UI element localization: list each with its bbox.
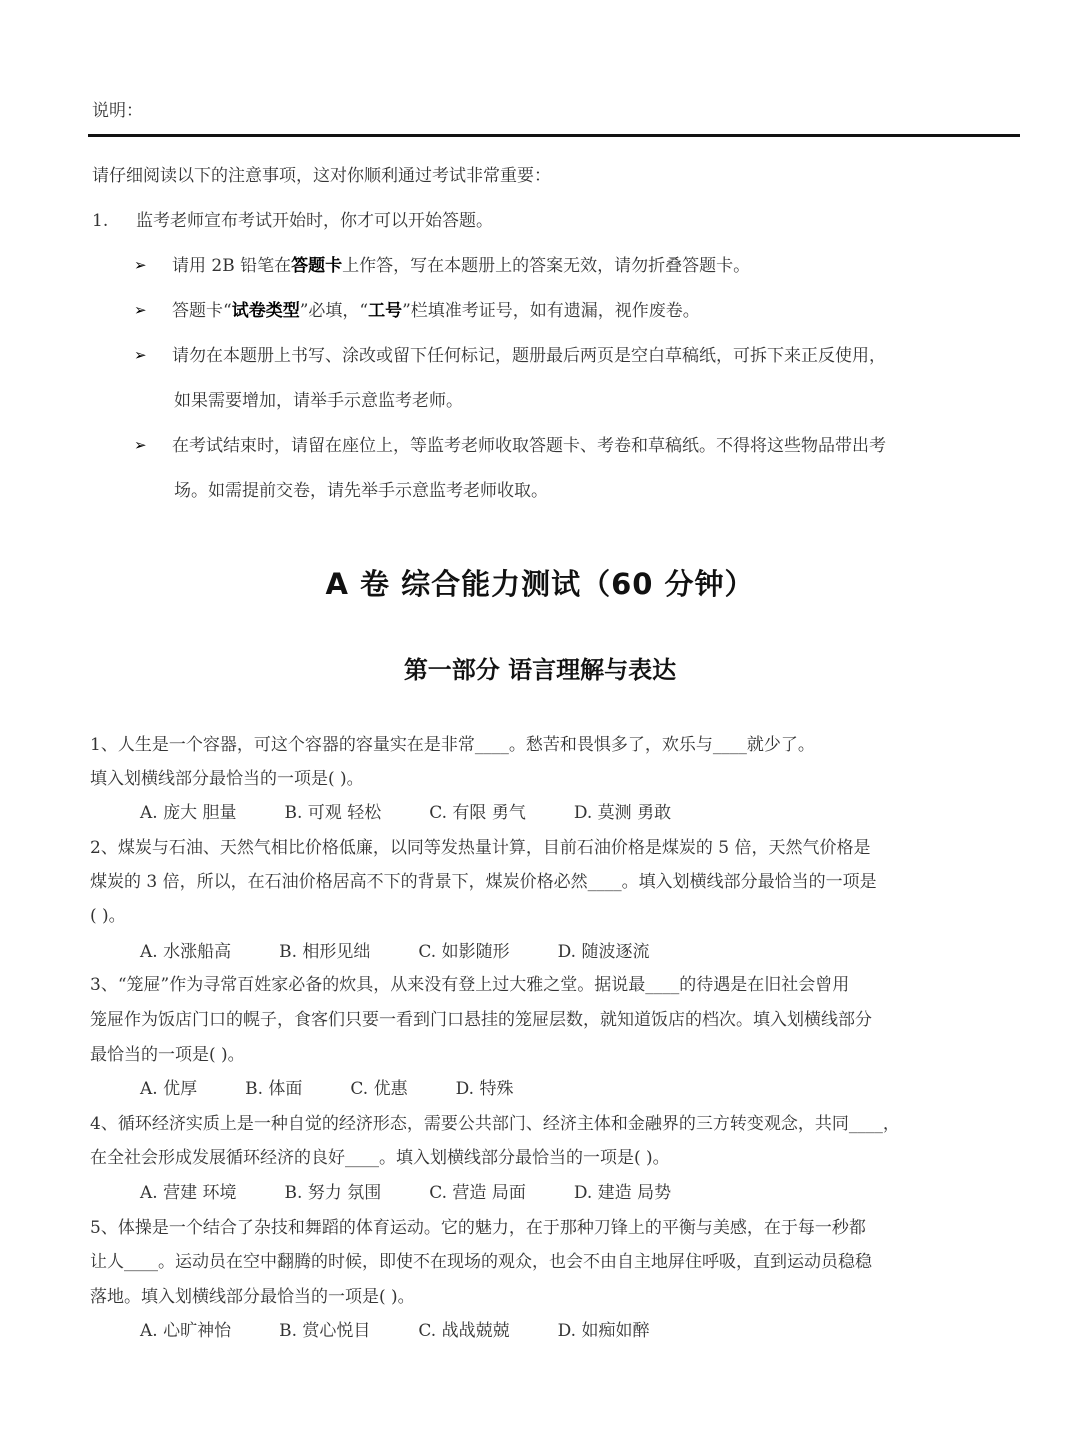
notes-label: 说明：	[92, 101, 143, 121]
item-1-text: 监考老师宣布考试开始时，你才可以开始答题。	[136, 211, 493, 231]
option-b[interactable]: B. 体面	[245, 1079, 303, 1099]
option-c[interactable]: C. 如影随形	[418, 942, 510, 962]
question-1-line-2: 填入划横线部分最恰当的一项是( )。	[90, 769, 364, 789]
bullet-arrow-icon: ➢	[134, 256, 147, 274]
instructions-intro: 请仔细阅读以下的注意事项，这对你顺利通过考试非常重要：	[92, 166, 551, 186]
question-3-line-3: 最恰当的一项是( )。	[90, 1045, 245, 1065]
option-b[interactable]: B. 相形见绌	[279, 942, 371, 962]
option-d[interactable]: D. 如痴如醉	[557, 1321, 650, 1341]
option-c[interactable]: C. 优惠	[350, 1079, 408, 1099]
option-d[interactable]: D. 建造 局势	[573, 1183, 672, 1203]
bullet-arrow-icon: ➢	[134, 436, 147, 454]
question-2-line-2: 煤炭的 3 倍，所以，在石油价格居高不下的背景下，煤炭价格必然____。填入划横线部分最恰当的一项是	[90, 872, 877, 892]
question-2-line-3: ( )。	[90, 906, 126, 926]
item-1-number: 1.	[92, 211, 109, 231]
option-a[interactable]: A. 营建 环境	[140, 1183, 237, 1203]
option-b[interactable]: B. 努力 氛围	[284, 1183, 382, 1203]
question-1-line-1: 1、人生是一个容器，可这个容器的容量实在是非常____。愁苦和畏惧多了，欢乐与____就少了。	[90, 735, 815, 755]
question-1-options	[140, 798, 719, 823]
question-5-line-2: 让人____。运动员在空中翻腾的时候，即使不在现场的观众，也会不由自主地屏住呼吸，直到运动员稳稳	[90, 1252, 872, 1272]
question-4-line-1: 4、循环经济实质上是一种自觉的经济形态，需要公共部门、经济主体和金融界的三方转变观念，共同____，	[90, 1114, 900, 1134]
bullet-4-line-1: 在考试结束时，请留在座位上，等监考老师收取答题卡、考卷和草稿纸。不得将这些物品带出考	[172, 436, 886, 456]
option-c[interactable]: C. 有限 勇气	[429, 803, 526, 823]
option-c[interactable]: C. 战战兢兢	[418, 1321, 510, 1341]
bullet-3-line-2: 如果需要增加，请举手示意监考老师。	[174, 391, 463, 411]
question-5-options	[140, 1316, 697, 1341]
paper-type-term: 试卷类型	[231, 301, 300, 321]
option-d[interactable]: D. 随波逐流	[557, 942, 650, 962]
option-b[interactable]: B. 赏心悦目	[279, 1321, 371, 1341]
option-a[interactable]: A. 心旷神怡	[140, 1321, 232, 1341]
bullet-arrow-icon: ➢	[134, 301, 147, 319]
employee-id-term: 工号	[368, 301, 403, 321]
answer-card-term: 答题卡	[291, 256, 343, 276]
question-3-line-2: 笼屉作为饭店门口的幌子，食客们只要一看到门口悬挂的笼屉层数，就知道饭店的档次。填入划横线部分	[90, 1010, 872, 1030]
bullet-2-a: 答题卡“	[172, 301, 232, 321]
bullet-1	[172, 255, 750, 277]
question-4-options	[140, 1178, 719, 1203]
question-5-line-3: 落地。填入划横线部分最恰当的一项是( )。	[90, 1287, 415, 1307]
bullet-2	[172, 300, 700, 322]
option-b[interactable]: B. 可观 轻松	[284, 803, 382, 823]
bullet-2-b: ”必填，“	[299, 301, 369, 321]
option-a[interactable]: A. 庞大 胆量	[140, 803, 237, 823]
bullet-1-post: 上作答，写在本题册上的答案无效，请勿折叠答题卡。	[342, 256, 751, 276]
bullet-arrow-icon: ➢	[134, 346, 147, 364]
option-d[interactable]: D. 莫测 勇敢	[573, 803, 672, 823]
option-a[interactable]: A. 水涨船高	[140, 942, 232, 962]
question-4-line-2: 在全社会形成发展循环经济的良好____。填入划横线部分最恰当的一项是( )。	[90, 1148, 670, 1168]
section-title: 第一部分 语言理解与表达	[403, 656, 677, 684]
question-5-line-1: 5、体操是一个结合了杂技和舞蹈的体育运动。它的魅力，在于那种刀锋上的平衡与美感，在于每一秒都	[90, 1218, 866, 1238]
option-a[interactable]: A. 优厚	[140, 1079, 198, 1099]
option-d[interactable]: D. 特殊	[455, 1079, 514, 1099]
question-3-options	[140, 1074, 561, 1099]
bullet-2-c: ”栏填准考证号，如有遗漏，视作废卷。	[402, 301, 700, 321]
option-c[interactable]: C. 营造 局面	[429, 1183, 526, 1203]
bullet-4-line-2: 场。如需提前交卷，请先举手示意监考老师收取。	[174, 481, 548, 501]
bullet-1-pre: 请用 2B 铅笔在	[172, 256, 292, 276]
exam-title: A 卷 综合能力测试（60 分钟）	[325, 567, 755, 601]
question-2-line-1: 2、煤炭与石油、天然气相比价格低廉，以同等发热量计算，目前石油价格是煤炭的 5 倍，天然气价格是	[90, 838, 871, 858]
bullet-3-line-1: 请勿在本题册上书写、涂改或留下任何标记，题册最后两页是空白草稿纸，可拆下来正反使用，	[172, 346, 886, 366]
question-3-line-1: 3、“笼屉”作为寻常百姓家必备的炊具，从来没有登上过大雅之堂。据说最____的待遇是在旧社会曾用	[90, 975, 850, 995]
question-2-options	[140, 937, 697, 962]
header-rule	[88, 134, 1020, 137]
